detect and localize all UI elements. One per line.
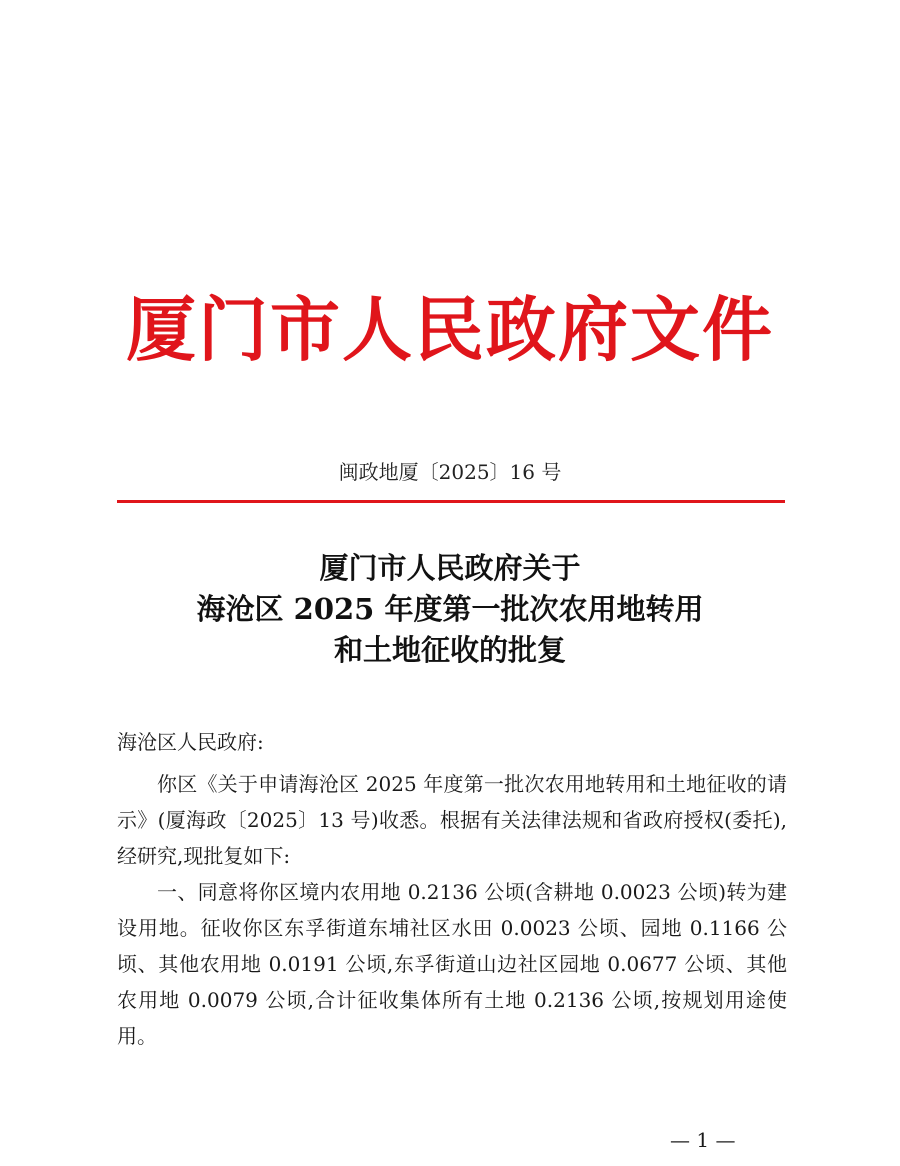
- page-number: — 1 —: [670, 1128, 736, 1152]
- body-text: [117, 766, 787, 1054]
- paragraph-2: 一、同意将你区境内农用地 0.2136 公顷(含耕地 0.0023 公顷)转为建设用地。征收你区东孚街道东埔社区水田 0.0023 公顷、园地 0.1166 公顷、其他农用地 0.0191 公顷,东孚街道山边社区园地 0.0677 公顷、其他农用地 0.0079 公顷,合计征收集体所有土地 0.2136 公顷,按规划用途使用。: [117, 880, 787, 1048]
- issuer-title: 厦门市人民政府文件: [126, 288, 774, 371]
- document-number: 闽政地厦〔2025〕16 号: [338, 460, 562, 484]
- addressee: 海沧区人民政府:: [117, 730, 264, 754]
- red-divider-line: [117, 500, 785, 503]
- title-line-1: 厦门市人民政府关于: [319, 551, 581, 585]
- paragraph-1: 你区《关于申请海沧区 2025 年度第一批次农用地转用和土地征收的请示》(厦海政〔2025〕13 号)收悉。根据有关法律法规和省政府授权(委托),经研究,现批复如下:: [117, 772, 787, 868]
- title-line-2: 海沧区 2025 年度第一批次农用地转用: [196, 592, 704, 626]
- document-title: [0, 548, 900, 671]
- title-line-3: 和土地征收的批复: [333, 633, 566, 667]
